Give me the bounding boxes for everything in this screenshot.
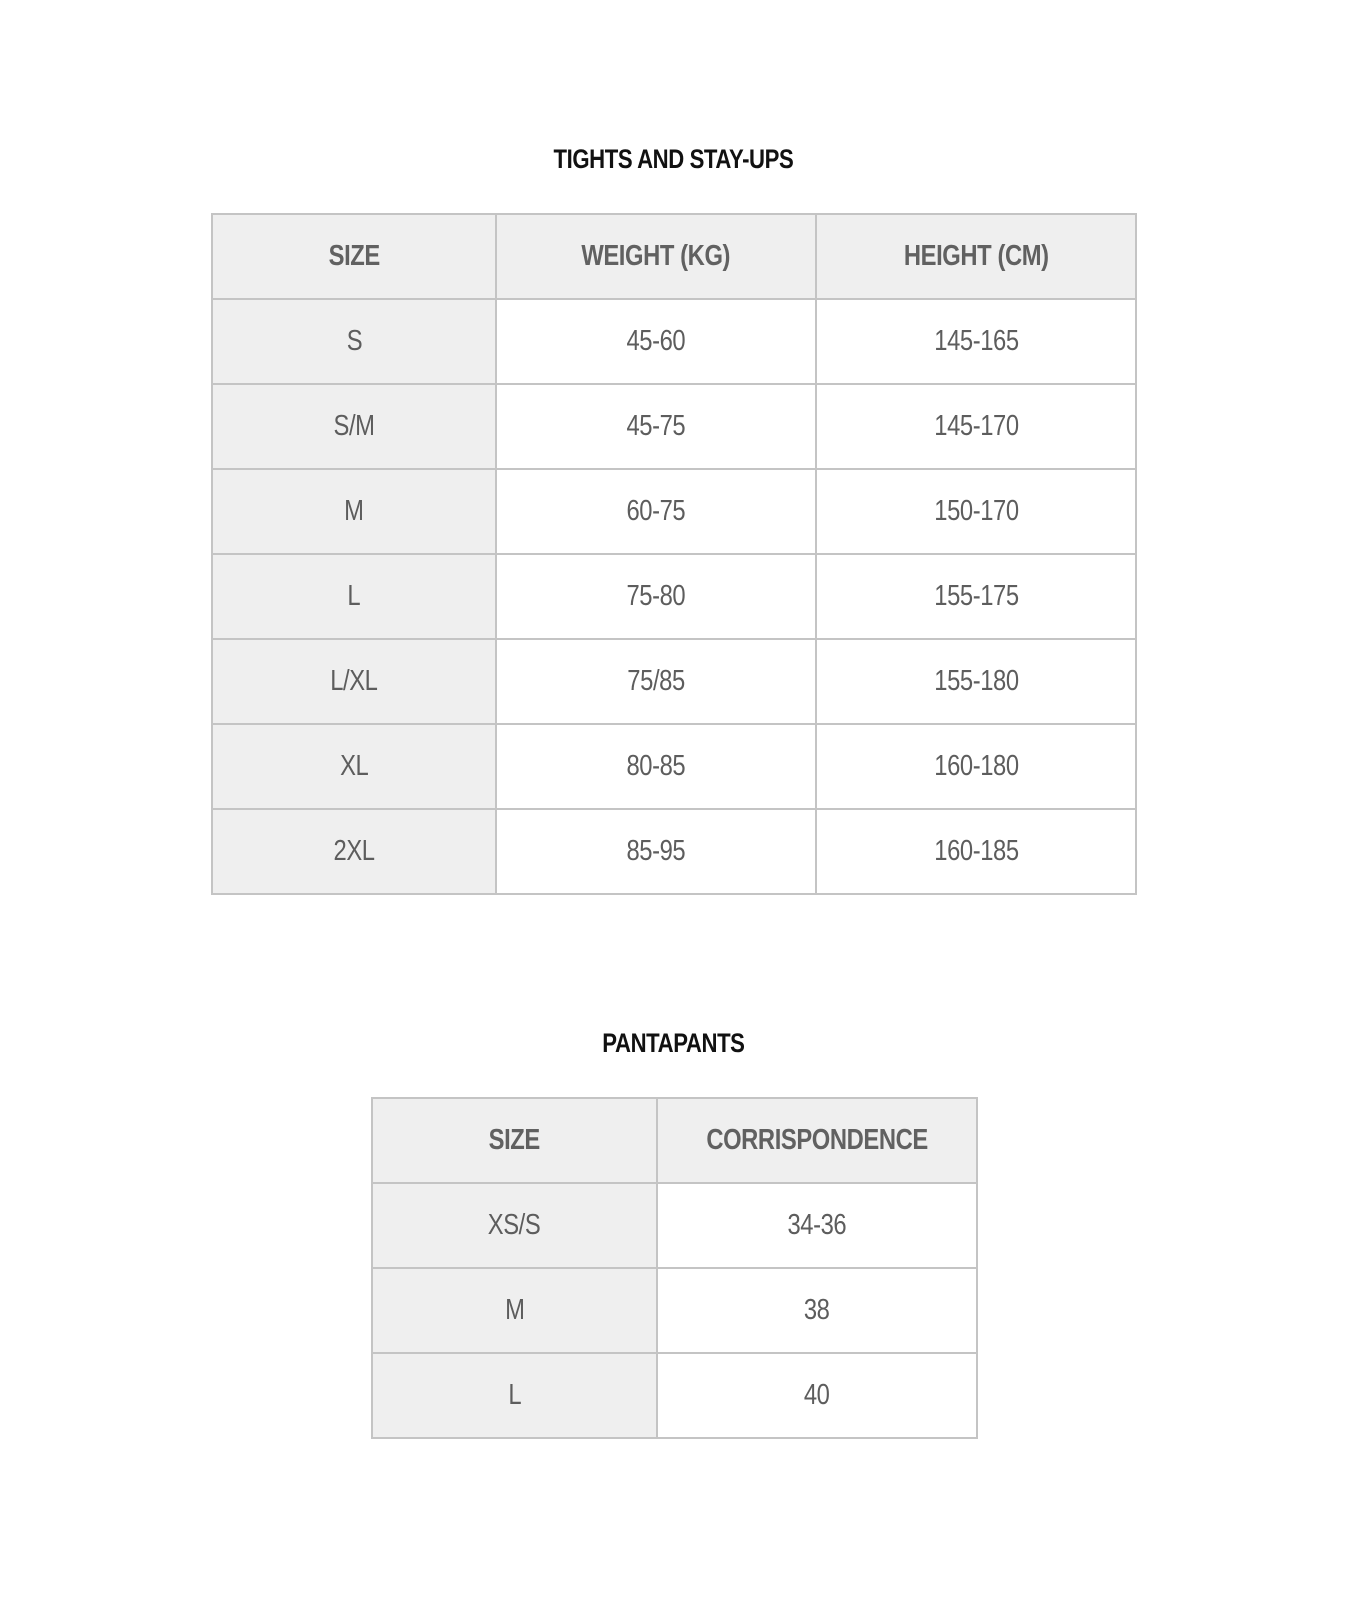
table-row <box>372 1353 977 1438</box>
weight-cell: 75/85 <box>496 639 816 724</box>
header-size: SIZE <box>372 1098 657 1183</box>
table-row <box>212 639 1136 724</box>
header-size: SIZE <box>212 214 496 299</box>
size-cell: M <box>212 469 496 554</box>
correspondence-cell: 40 <box>657 1353 977 1438</box>
weight-cell: 45-60 <box>496 299 816 384</box>
table-header-row <box>212 214 1136 299</box>
table-row <box>372 1183 977 1268</box>
size-cell: XL <box>212 724 496 809</box>
size-cell: L <box>212 554 496 639</box>
table-row <box>212 384 1136 469</box>
table-row <box>212 469 1136 554</box>
tights-size-table <box>211 213 1137 895</box>
height-cell: 155-175 <box>816 554 1136 639</box>
header-height: HEIGHT (CM) <box>816 214 1136 299</box>
tights-table-title: TIGHTS AND STAY-UPS <box>553 144 794 174</box>
table-row <box>212 724 1136 809</box>
correspondence-cell: 34-36 <box>657 1183 977 1268</box>
pantapants-table-title: PANTAPANTS <box>602 1028 745 1058</box>
table-row <box>212 809 1136 894</box>
weight-cell: 75-80 <box>496 554 816 639</box>
size-cell: S/M <box>212 384 496 469</box>
size-cell: S <box>212 299 496 384</box>
pantapants-size-table <box>371 1097 978 1439</box>
header-correspondence: CORRISPONDENCE <box>657 1098 977 1183</box>
size-cell: XS/S <box>372 1183 657 1268</box>
height-cell: 150-170 <box>816 469 1136 554</box>
correspondence-cell: 38 <box>657 1268 977 1353</box>
height-cell: 160-185 <box>816 809 1136 894</box>
height-cell: 145-165 <box>816 299 1136 384</box>
table-row <box>372 1268 977 1353</box>
size-cell: L/XL <box>212 639 496 724</box>
height-cell: 145-170 <box>816 384 1136 469</box>
table-row <box>212 299 1136 384</box>
weight-cell: 85-95 <box>496 809 816 894</box>
weight-cell: 45-75 <box>496 384 816 469</box>
table-row <box>212 554 1136 639</box>
size-cell: M <box>372 1268 657 1353</box>
size-cell: 2XL <box>212 809 496 894</box>
height-cell: 155-180 <box>816 639 1136 724</box>
size-cell: L <box>372 1353 657 1438</box>
weight-cell: 80-85 <box>496 724 816 809</box>
table-header-row <box>372 1098 977 1183</box>
header-weight: WEIGHT (KG) <box>496 214 816 299</box>
weight-cell: 60-75 <box>496 469 816 554</box>
height-cell: 160-180 <box>816 724 1136 809</box>
